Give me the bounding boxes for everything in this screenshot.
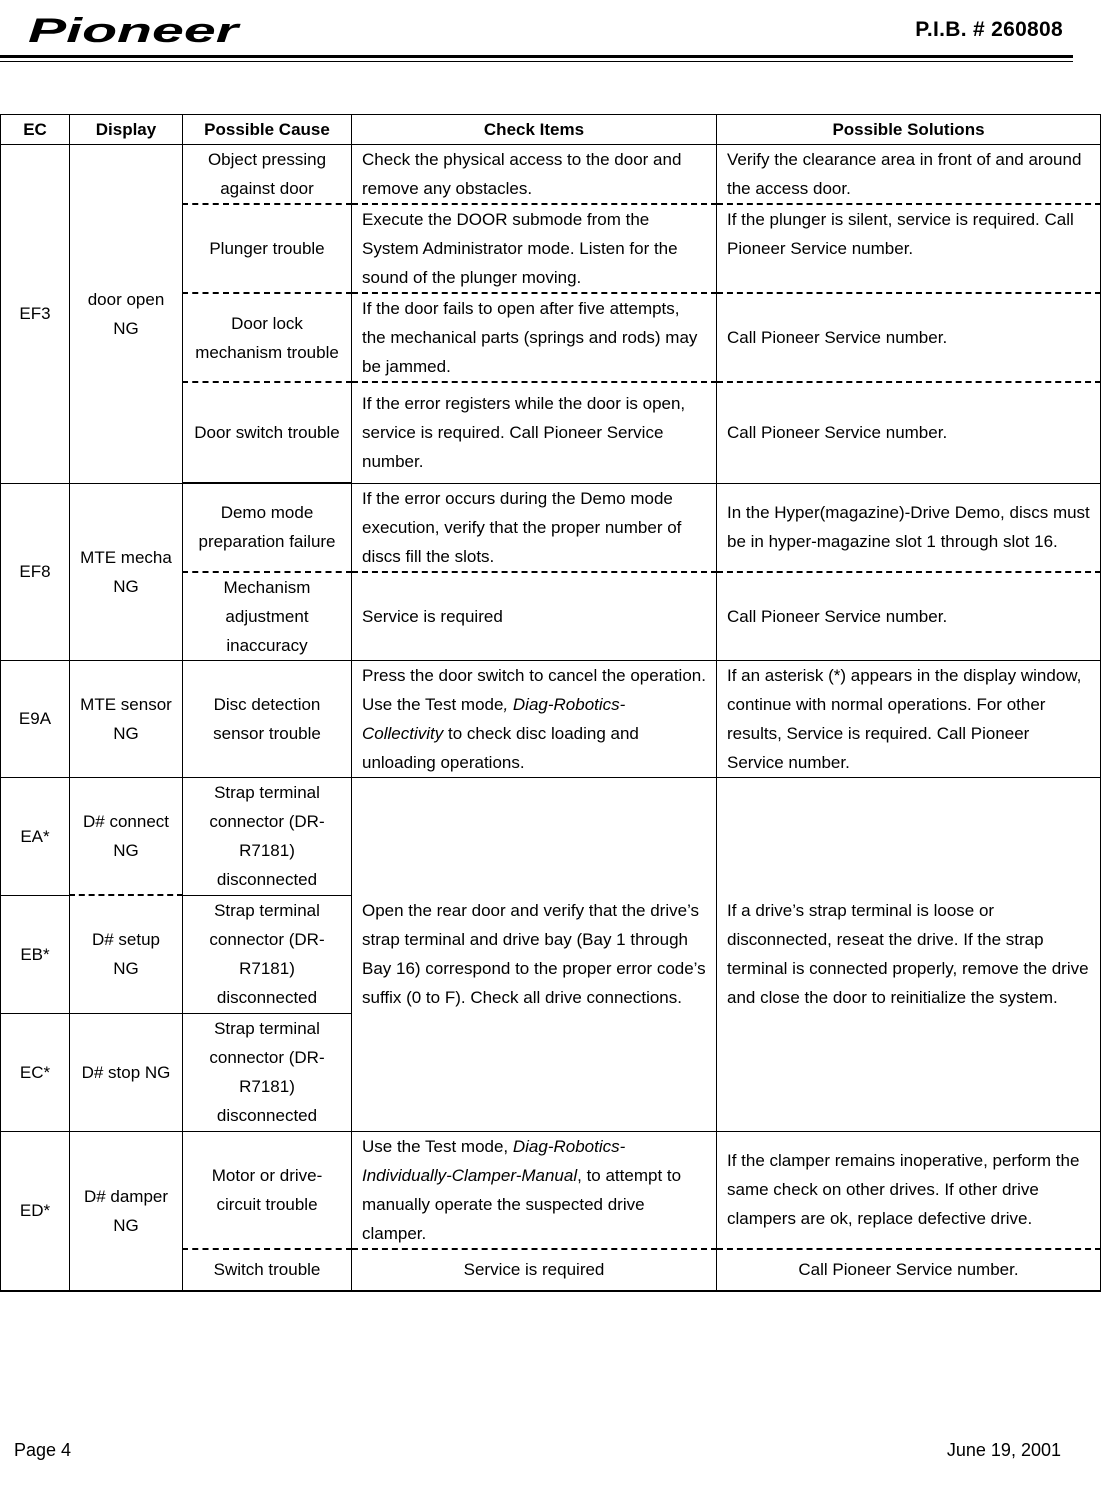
ec-code: EB* <box>1 895 70 1013</box>
check-test-mode-name: , Diag-Robotics-Collectivity <box>362 694 626 743</box>
header-rule-thin <box>0 61 1073 62</box>
display-message: door open NG <box>70 145 183 484</box>
check-item <box>352 1131 717 1249</box>
display-message: MTE mecha NG <box>70 483 183 660</box>
check-item: If the error occurs during the Demo mode execution, verify that the proper number of discs fill the slots. <box>352 483 717 572</box>
possible-solution: If the plunger is silent, service is required. Call Pioneer Service number. <box>717 204 1101 293</box>
possible-solution: If an asterisk (*) appears in the display window, continue with normal operations. For other results, Service is required. Call Pioneer Service number. <box>717 660 1101 777</box>
check-text: , to attempt to manually operate the suspected drive clamper. <box>362 1165 682 1243</box>
check-text: to check disc loading and unloading operations. <box>362 723 639 772</box>
possible-cause: Motor or drive-circuit trouble <box>183 1131 352 1249</box>
check-text: Use the Test mode, <box>362 1136 513 1156</box>
col-header-solution: Possible Solutions <box>717 115 1101 145</box>
check-item: Open the rear door and verify that the drive’s strap terminal and drive bay (Bay 1 through Bay 16) correspond to the proper error code’s suffix (0 to F). Check all drive connections. <box>352 777 717 1131</box>
table-header-row <box>1 115 1101 145</box>
svg-text:Pioneer: Pioneer <box>28 12 241 50</box>
possible-cause: Disc detection sensor trouble <box>183 660 352 777</box>
check-item: Execute the DOOR submode from the System Administrator mode. Listen for the sound of the plunger moving. <box>352 204 717 293</box>
possible-solution: Verify the clearance area in front of and around the access door. <box>717 145 1101 205</box>
page-number: Page 4 <box>14 1440 72 1460</box>
ec-code: EA* <box>1 777 70 895</box>
ec-code: EF8 <box>1 483 70 660</box>
check-item: If the error registers while the door is open, service is required. Call Pioneer Service number. <box>352 382 717 483</box>
table-row <box>1 483 1101 572</box>
possible-cause: Door switch trouble <box>183 382 352 483</box>
display-message: D# connect NG <box>70 777 183 895</box>
header-rule <box>0 55 1073 58</box>
col-header-display: Display <box>70 115 183 145</box>
display-message: D# damper NG <box>70 1131 183 1291</box>
table-row <box>1 1131 1101 1249</box>
check-text: Press the door switch to cancel the operation. Use the Test mode <box>362 665 706 714</box>
ec-code: E9A <box>1 660 70 777</box>
possible-solution: In the Hyper(magazine)-Drive Demo, discs must be in hyper-magazine slot 1 through slot 16. <box>717 483 1101 572</box>
possible-cause: Object pressing against door <box>183 145 352 205</box>
possible-cause: Strap terminal connector (DR-R7181) disconnected <box>183 777 352 895</box>
display-message: D# setup NG <box>70 895 183 1013</box>
display-message: D# stop NG <box>70 1013 183 1131</box>
col-header-check: Check Items <box>352 115 717 145</box>
pib-number: P.I.B. # 260808 <box>915 18 1063 41</box>
possible-cause: Demo mode preparation failure <box>183 483 352 572</box>
document-date: June 19, 2001 <box>946 1440 1061 1460</box>
possible-solution: If a drive’s strap terminal is loose or disconnected, reseat the drive. If the strap terminal is connected properly, remove the drive and close the door to reinitialize the system. <box>717 777 1101 1131</box>
possible-cause: Strap terminal connector (DR-R7181) disconnected <box>183 895 352 1013</box>
col-header-ec: EC <box>1 115 70 145</box>
check-item: If the door fails to open after five attempts, the mechanical parts (springs and rods) may be jammed. <box>352 293 717 382</box>
possible-cause: Switch trouble <box>183 1249 352 1291</box>
check-test-mode-name: Diag-Robotics-Individually-Clamper-Manual <box>362 1136 626 1185</box>
check-item <box>352 660 717 777</box>
ec-code: EC* <box>1 1013 70 1131</box>
possible-solution: Call Pioneer Service number. <box>717 382 1101 483</box>
troubleshooting-table <box>0 114 1101 1292</box>
possible-cause: Strap terminal connector (DR-R7181) disconnected <box>183 1013 352 1131</box>
possible-solution: If the clamper remains inoperative, perform the same check on other drives. If other drive clampers are ok, replace defective drive. <box>717 1131 1101 1249</box>
possible-cause: Door lock mechanism trouble <box>183 293 352 382</box>
ec-code: EF3 <box>1 145 70 484</box>
check-item: Check the physical access to the door and remove any obstacles. <box>352 145 717 205</box>
table-row <box>1 660 1101 777</box>
table-row <box>1 145 1101 205</box>
display-message: MTE sensor NG <box>70 660 183 777</box>
table-row <box>1 777 1101 895</box>
pioneer-logo <box>26 12 242 50</box>
possible-cause: Mechanism adjustment inaccuracy <box>183 572 352 661</box>
check-item: Service is required <box>352 572 717 661</box>
col-header-cause: Possible Cause <box>183 115 352 145</box>
possible-solution: Call Pioneer Service number. <box>717 293 1101 382</box>
ec-code: ED* <box>1 1131 70 1291</box>
possible-solution: Call Pioneer Service number. <box>717 1249 1101 1291</box>
possible-solution: Call Pioneer Service number. <box>717 572 1101 661</box>
check-item: Service is required <box>352 1249 717 1291</box>
possible-cause: Plunger trouble <box>183 204 352 293</box>
